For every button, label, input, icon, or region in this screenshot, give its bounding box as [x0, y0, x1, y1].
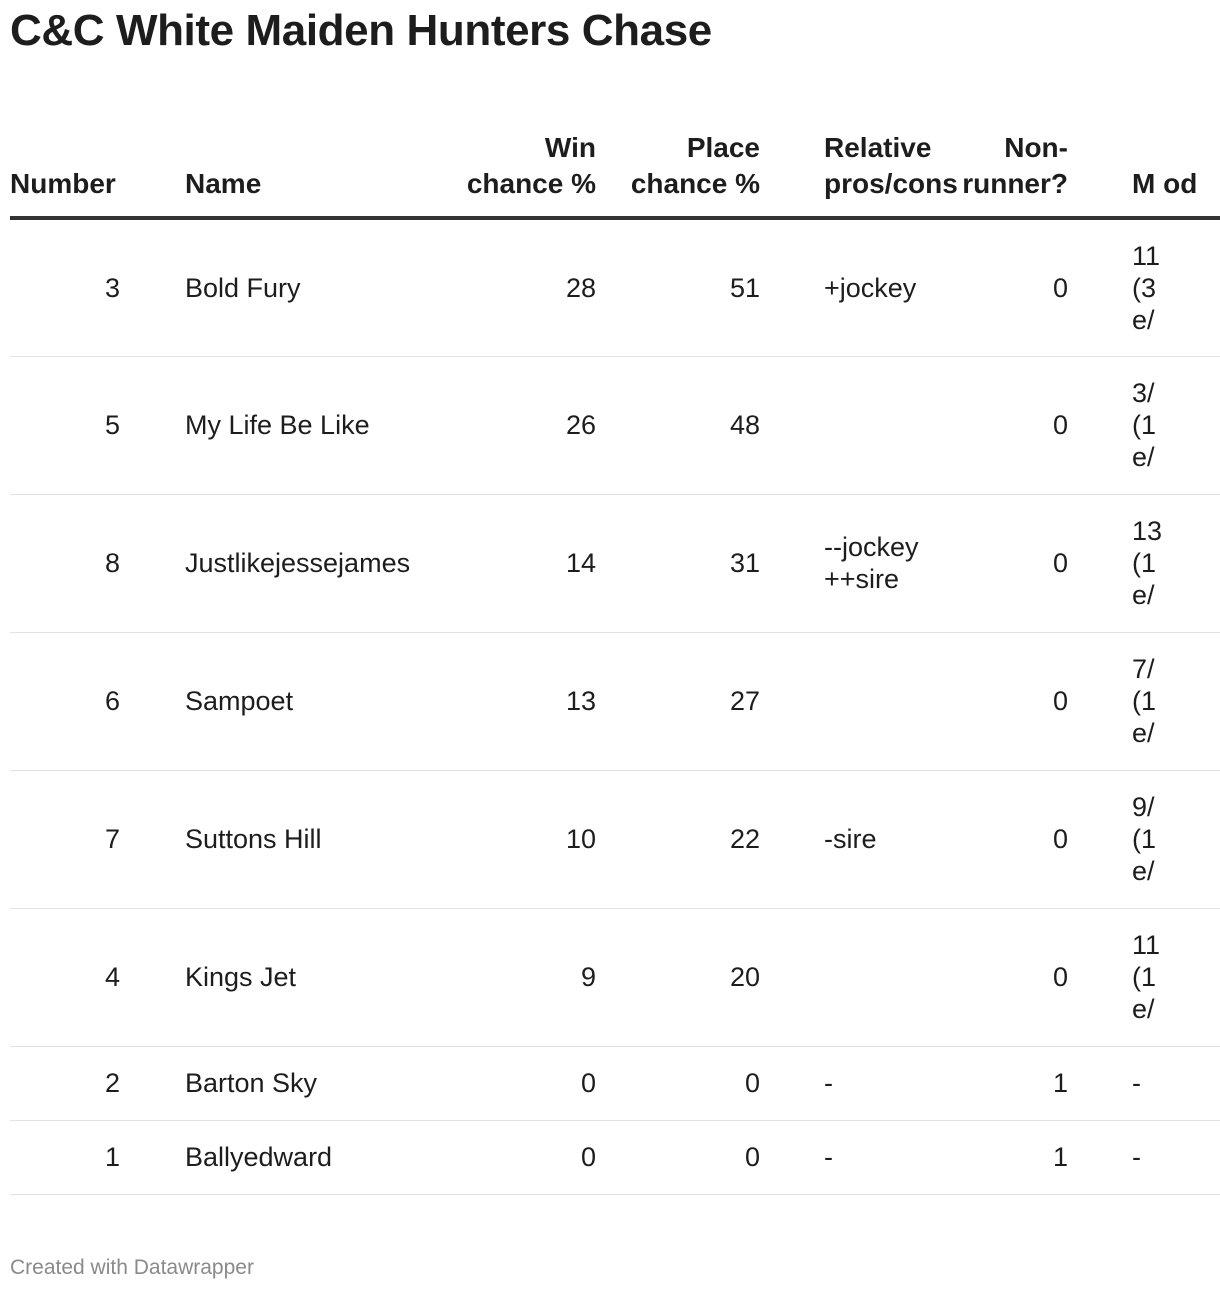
- cell-pros-cons: --jockey ++sire: [760, 494, 950, 632]
- cell-pros-cons: [760, 356, 950, 494]
- cell-pros-cons: [760, 908, 950, 1046]
- cell-pros-cons: +jockey: [760, 218, 950, 356]
- cell-pros-cons: -: [760, 1120, 950, 1194]
- cell-non-runner: 0: [950, 494, 1068, 632]
- cell-odds: 7/ (1 e/: [1068, 632, 1220, 770]
- runners-table: [10, 110, 1220, 1195]
- cell-name: Ballyedward: [120, 1120, 452, 1194]
- cell-odds: 9/ (1 e/: [1068, 770, 1220, 908]
- cell-win-chance: 28: [452, 218, 596, 356]
- table-row: [10, 1120, 1220, 1194]
- header-pros-cons[interactable]: Relative pros/cons: [760, 110, 950, 218]
- cell-number: 8: [10, 494, 120, 632]
- cell-non-runner: 0: [950, 770, 1068, 908]
- cell-name: Sampoet: [120, 632, 452, 770]
- cell-number: 5: [10, 356, 120, 494]
- cell-place-chance: 31: [596, 494, 760, 632]
- cell-name: Justlikejessejames: [120, 494, 452, 632]
- cell-name: Suttons Hill: [120, 770, 452, 908]
- cell-odds: 11 (3 e/: [1068, 218, 1220, 356]
- cell-win-chance: 9: [452, 908, 596, 1046]
- cell-pros-cons: -sire: [760, 770, 950, 908]
- cell-place-chance: 22: [596, 770, 760, 908]
- cell-number: 7: [10, 770, 120, 908]
- cell-odds: -: [1068, 1120, 1220, 1194]
- cell-odds: 13 (1 e/: [1068, 494, 1220, 632]
- cell-non-runner: 0: [950, 218, 1068, 356]
- table-row: [10, 1046, 1220, 1120]
- cell-non-runner: 1: [950, 1046, 1068, 1120]
- cell-win-chance: 0: [452, 1120, 596, 1194]
- header-name[interactable]: Name: [120, 110, 452, 218]
- cell-name: Kings Jet: [120, 908, 452, 1046]
- cell-odds: -: [1068, 1046, 1220, 1120]
- header-number[interactable]: Number: [10, 110, 120, 218]
- table-row: [10, 218, 1220, 356]
- header-non-runner[interactable]: Non-runner?: [950, 110, 1068, 218]
- cell-win-chance: 13: [452, 632, 596, 770]
- footer-credit: Created with Datawrapper: [10, 1256, 254, 1279]
- table-body: [10, 218, 1220, 1194]
- cell-number: 4: [10, 908, 120, 1046]
- header-win-chance[interactable]: Win chance %: [452, 110, 596, 218]
- cell-place-chance: 0: [596, 1046, 760, 1120]
- cell-non-runner: 1: [950, 1120, 1068, 1194]
- cell-name: My Life Be Like: [120, 356, 452, 494]
- cell-win-chance: 14: [452, 494, 596, 632]
- table-row: [10, 770, 1220, 908]
- cell-place-chance: 27: [596, 632, 760, 770]
- cell-place-chance: 51: [596, 218, 760, 356]
- cell-number: 2: [10, 1046, 120, 1120]
- chart-title: C&C White Maiden Hunters Chase: [10, 6, 712, 55]
- header-place-chance[interactable]: Place chance %: [596, 110, 760, 218]
- header-odds[interactable]: M od: [1068, 110, 1220, 218]
- header-row: [10, 110, 1220, 218]
- cell-pros-cons: [760, 632, 950, 770]
- table-row: [10, 356, 1220, 494]
- table-row: [10, 632, 1220, 770]
- cell-non-runner: 0: [950, 908, 1068, 1046]
- cell-non-runner: 0: [950, 632, 1068, 770]
- cell-name: Barton Sky: [120, 1046, 452, 1120]
- cell-win-chance: 0: [452, 1046, 596, 1120]
- cell-number: 6: [10, 632, 120, 770]
- cell-number: 1: [10, 1120, 120, 1194]
- cell-name: Bold Fury: [120, 218, 452, 356]
- table-row: [10, 494, 1220, 632]
- cell-non-runner: 0: [950, 356, 1068, 494]
- cell-place-chance: 20: [596, 908, 760, 1046]
- cell-win-chance: 10: [452, 770, 596, 908]
- cell-odds: 3/ (1 e/: [1068, 356, 1220, 494]
- cell-place-chance: 0: [596, 1120, 760, 1194]
- cell-place-chance: 48: [596, 356, 760, 494]
- cell-number: 3: [10, 218, 120, 356]
- cell-pros-cons: -: [760, 1046, 950, 1120]
- cell-odds: 11 (1 e/: [1068, 908, 1220, 1046]
- table-row: [10, 908, 1220, 1046]
- cell-win-chance: 26: [452, 356, 596, 494]
